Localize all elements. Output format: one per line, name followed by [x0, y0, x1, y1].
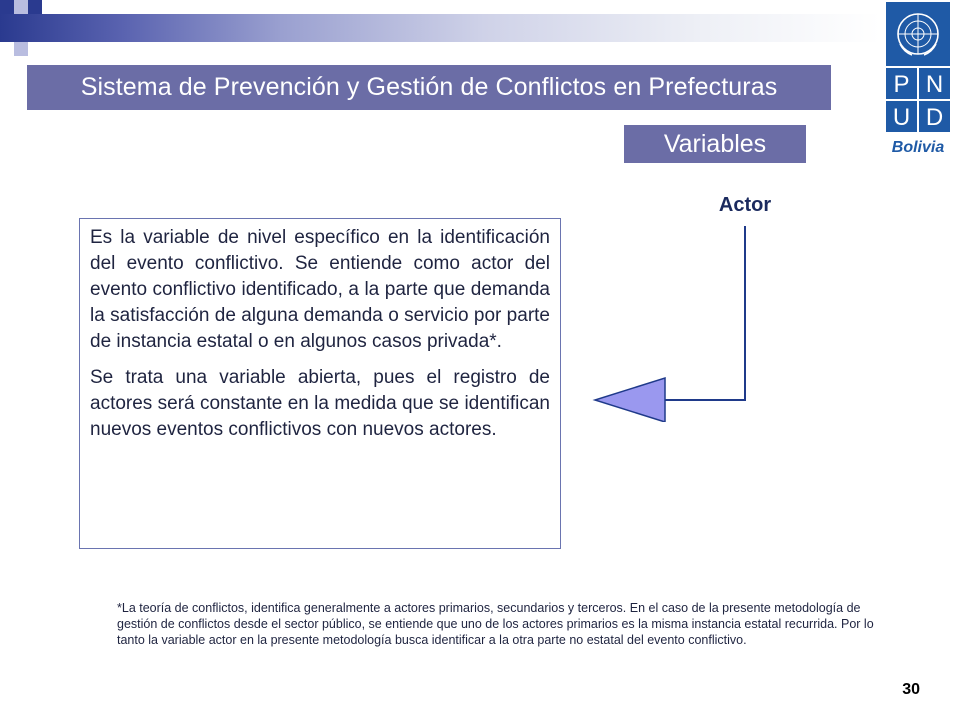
footnote: *La teoría de conflictos, identifica generalmente a actores primarios, secundarios y terceros. En el caso de la presente metodología de gestión de conflictos desde el sector público, se entiende que uno de los actores primarios es la misma instancia estatal recurrida. Por lo tanto la variable actor en la presente metodología busca identificar a la otra parte no estatal del evento conflictivo. [117, 601, 874, 647]
logo-country: Bolivia [891, 139, 945, 156]
decor-square [0, 0, 14, 14]
slide-title-text: Sistema de Prevención y Gestión de Conflictos en Prefecturas [80, 73, 778, 101]
description-paragraph: Es la variable de nivel específico en la identificación del evento conflictivo. Se entiende como actor del evento conflictivo identificado, a la parte que demanda la satisfacción de alguna demanda o servicio por parte de instancia estatal o en algunos casos privada*. [90, 227, 550, 352]
decor-square [14, 42, 28, 56]
header-gradient-bar [0, 14, 880, 42]
pnud-logo [882, 0, 954, 160]
connector-arrow [585, 222, 755, 422]
logo-letter: P [893, 71, 910, 98]
description-box [79, 218, 561, 549]
description-paragraph: Se trata una variable abierta, pues el registro de actores será constante en la medida que se identifican nuevos eventos conflictivos con nuevos actores. [90, 367, 550, 440]
logo-letter: D [925, 104, 944, 131]
decor-square [28, 0, 42, 14]
logo-letter: U [892, 104, 911, 131]
actor-label: Actor [718, 194, 772, 216]
section-tag-text: Variables [663, 129, 767, 158]
section-tag [624, 125, 806, 163]
logo-letter: N [925, 71, 944, 98]
decor-square [14, 0, 28, 14]
slide-title [27, 65, 831, 110]
page-number: 30 [902, 681, 920, 698]
un-emblem-icon [882, 0, 954, 160]
